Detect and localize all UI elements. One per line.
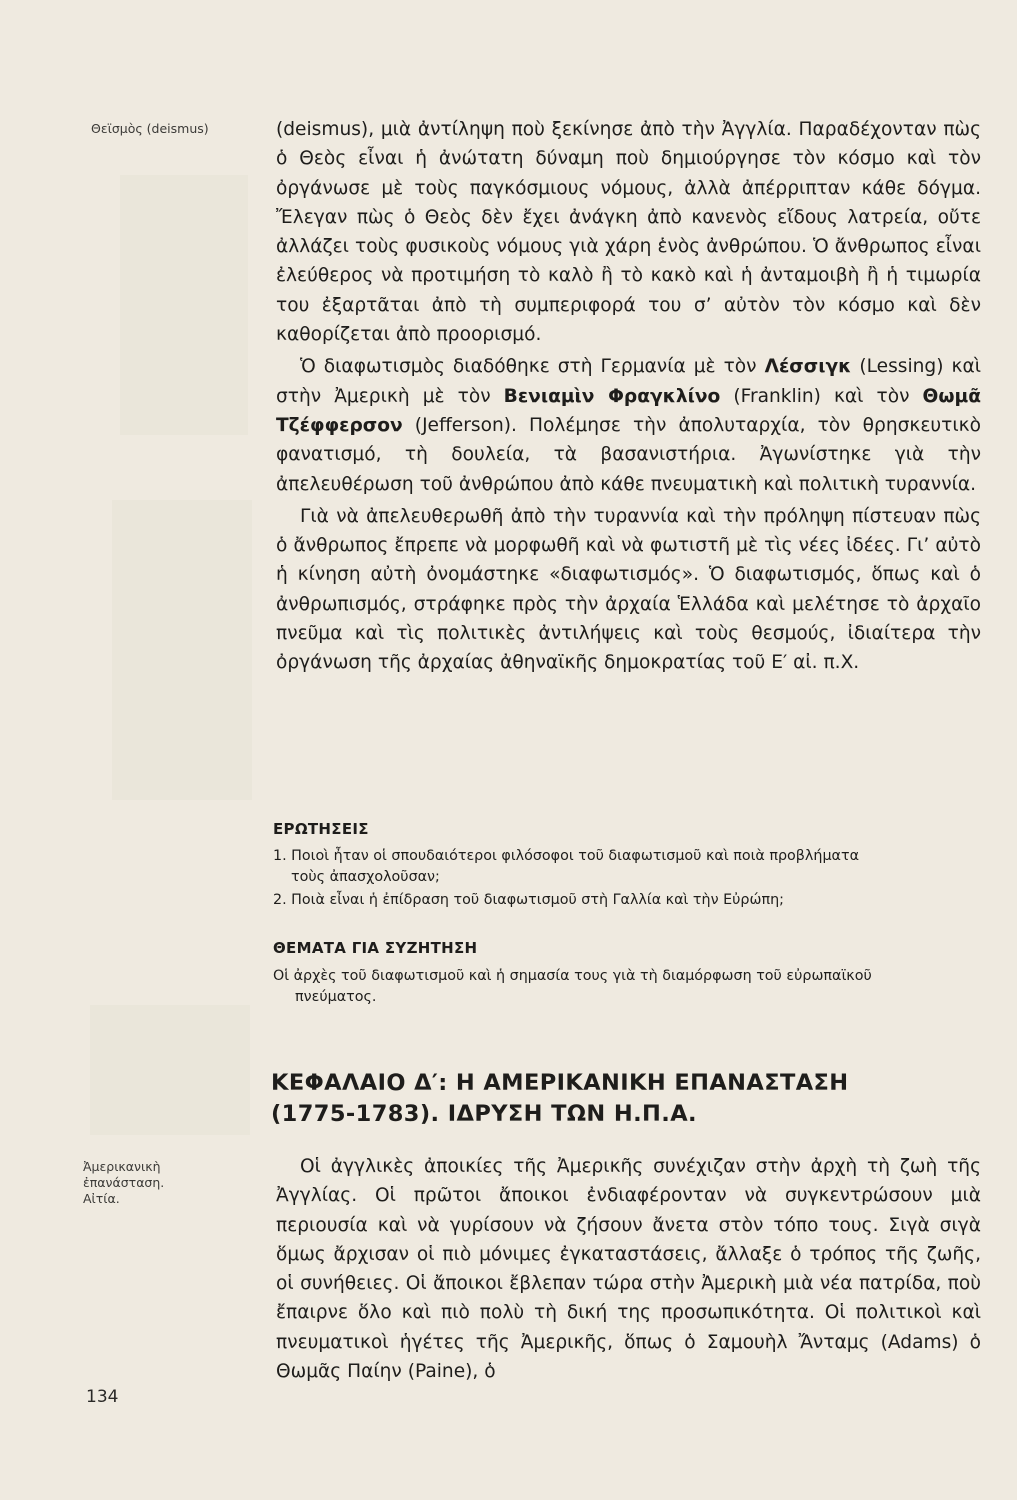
name-franklin: Βενιαμὶν Φραγκλίνο bbox=[503, 385, 721, 407]
paragraph-deismus: (deismus), μιὰ ἀντίληψη ποὺ ξεκίνησε ἀπὸ τὴν Ἀγγλία. Παραδέχονταν πὼς ὁ Θεὸς εἶναι ἡ ἀνώτατη δύναμη ποὺ δημιούργησε τὸν κόσμο καὶ τὸν ὀργάνωσε μὲ τοὺς παγκόσμιους νόμους, ἀλλὰ ἀπέρριπταν κάθε δόγμα. Ἔλεγαν πὼς ὁ Θεὸς δὲν ἔχει ἀνάγκη ἀπὸ κανενὸς εἴδους λατρεία, οὔτε ἀλλάζει τοὺς φυσικοὺς νόμους γιὰ χάρη ἑνὸς ἀνθρώπου. Ὁ ἄνθρωπος εἶναι ἐλεύθερος νὰ προτιμήση τὸ καλὸ ἢ τὸ κακὸ καὶ ἡ ἀνταμοιβὴ ἢ ἡ τιμωρία του ἐξαρτᾶται ἀπὸ τὴ συμπεριφορά του σ’ αὐτὸν τὸν κόσμο καὶ δὲν καθορίζεται ἀπὸ προορισμό. bbox=[276, 119, 981, 346]
text-run: Ὁ διαφωτισμὸς διαδόθηκε στὴ Γερμανία μὲ τὸν bbox=[300, 356, 765, 378]
show-through-portrait-top bbox=[120, 175, 248, 435]
chapter-title-line-1: ΚΕΦΑΛΑΙΟ Δ′: Η ΑΜΕΡΙΚΑΝΙΚΗ ΕΠΑΝΑΣΤΑΣΗ bbox=[271, 1070, 849, 1096]
show-through-portrait-middle bbox=[112, 500, 252, 800]
text-run: (Franklin) καὶ τὸν bbox=[720, 385, 923, 407]
paragraph-spread bbox=[276, 352, 981, 498]
margin-note-line: Αἰτία. bbox=[83, 1191, 120, 1206]
question-1-continued: τοὺς ἀπασχολοῦσαν; bbox=[291, 868, 440, 885]
paragraph-enlightenment: Γιὰ νὰ ἀπελευθερωθῆ ἀπὸ τὴν τυραννία καὶ τὴν πρόληψη πίστευαν πὼς ὁ ἄνθρωπος ἔπρεπε νὰ μορφωθῆ καὶ νὰ φωτιστῆ μὲ τὶς νέες ἰδέες. Γι’ αὐτὸ ἡ κίνηση αὐτὴ ὀνομάστηκε «διαφωτισμός». Ὁ διαφωτισμός, ὅπως καὶ ὁ ἀνθρωπισμός, στράφηκε πρὸς τὴν ἀρχαία Ἑλλάδα καὶ μελέτησε τὸ ἀρχαῖο πνεῦμα καὶ τὶς πολιτικὲς ἀντιλήψεις καὶ τοὺς θεσμούς, ἰδιαίτερα τὴν ὀργάνωση τῆς ἀρχαίας ἀθηναϊκῆς δημοκρατίας τοῦ Ε′ αἰ. π.Χ. bbox=[276, 505, 981, 674]
body-text-bottom bbox=[276, 1152, 981, 1386]
margin-note-line: Ἀμερικανικὴ bbox=[83, 1159, 161, 1174]
text-run: (Jefferson). Πολέμησε τὴν ἀπολυταρχία, τὸν θρησκευτικὸ φανατισμό, τὴ δουλεία, τὰ βασανιστήρια. Ἀγωνίστηκε γιὰ τὴν ἀπελευθέρωση τοῦ ἀνθρώπου ἀπὸ κάθε πνευματικὴ καὶ πολιτικὴ τυραννία. bbox=[276, 414, 981, 495]
discussion-heading: ΘΕΜΑΤΑ ΓΙΑ ΣΥΖΗΤΗΣΗ bbox=[273, 939, 478, 957]
page-number: 134 bbox=[86, 1387, 119, 1407]
name-lessing: Λέσσιγκ bbox=[764, 356, 852, 378]
body-text-top bbox=[276, 115, 981, 678]
question-1: 1. Ποιοὶ ἦταν οἱ σπουδαιότεροι φιλόσοφοι τοῦ διαφωτισμοῦ καὶ ποιὰ προβλήματα bbox=[273, 848, 860, 864]
question-2: 2. Ποιὰ εἶναι ἡ ἐπίδραση τοῦ διαφωτισμοῦ στὴ Γαλλία καὶ τὴν Εὐρώπη; bbox=[273, 892, 784, 908]
margin-note-line: ἐπανάσταση. bbox=[83, 1175, 165, 1190]
discussion-text bbox=[273, 966, 983, 1007]
paragraph-american-colonies: Οἱ ἀγγλικὲς ἀποικίες τῆς Ἀμερικῆς συνέχιζαν στὴν ἀρχὴ τὴ ζωὴ τῆς Ἀγγλίας. Οἱ πρῶτοι ἄποικοι ἐνδιαφέρονταν νὰ συγκεντρώσουν μιὰ περιουσία καὶ νὰ γυρίσουν νὰ ζήσουν ἄνετα στὸν τόπο τους. Σιγὰ σιγὰ ὅμως ἄρχισαν οἱ πιὸ μόνιμες ἐγκαταστάσεις, ἄλλαξε ὁ τρόπος τῆς ζωῆς, οἱ συνήθειες. Οἱ ἄποικοι ἔβλεπαν τώρα στὴν Ἀμερικὴ μιὰ νέα πατρίδα, ποὺ ἔπαιρνε ὅλο καὶ πιὸ πολὺ τὴ δική της προσωπικότητα. Οἱ πολιτικοὶ καὶ πνευματικοὶ ἡγέτες τῆς Ἀμερικῆς, ὅπως ὁ Σαμουὴλ Ἄνταμς (Adams) ὁ Θωμᾶς Παίην (Paine), ὁ bbox=[276, 1156, 981, 1383]
discussion-line-continued: πνεύματος. bbox=[295, 988, 377, 1005]
margin-note-revolution bbox=[83, 1159, 164, 1207]
chapter-title bbox=[271, 1068, 991, 1130]
text-run: (Lessing) καὶ στὴν Ἀμερικὴ μὲ τὸν bbox=[276, 356, 981, 407]
name-jefferson: Θωμᾶ Τζέφφερσον bbox=[276, 385, 981, 436]
chapter-title-line-2: (1775-1783). ΙΔΡΥΣΗ ΤΩΝ Η.Π.Α. bbox=[271, 1101, 697, 1127]
discussion-line: Οἱ ἀρχὲς τοῦ διαφωτισμοῦ καὶ ἡ σημασία τους γιὰ τὴ διαμόρφωση τοῦ εὐρωπαϊκοῦ bbox=[273, 968, 872, 984]
show-through-portrait-lower bbox=[90, 1005, 250, 1135]
questions-list bbox=[273, 846, 983, 911]
questions-heading: ΕΡΩΤΗΣΕΙΣ bbox=[273, 820, 369, 838]
margin-note-deismus: Θεϊσμὸς (deismus) bbox=[91, 121, 209, 136]
